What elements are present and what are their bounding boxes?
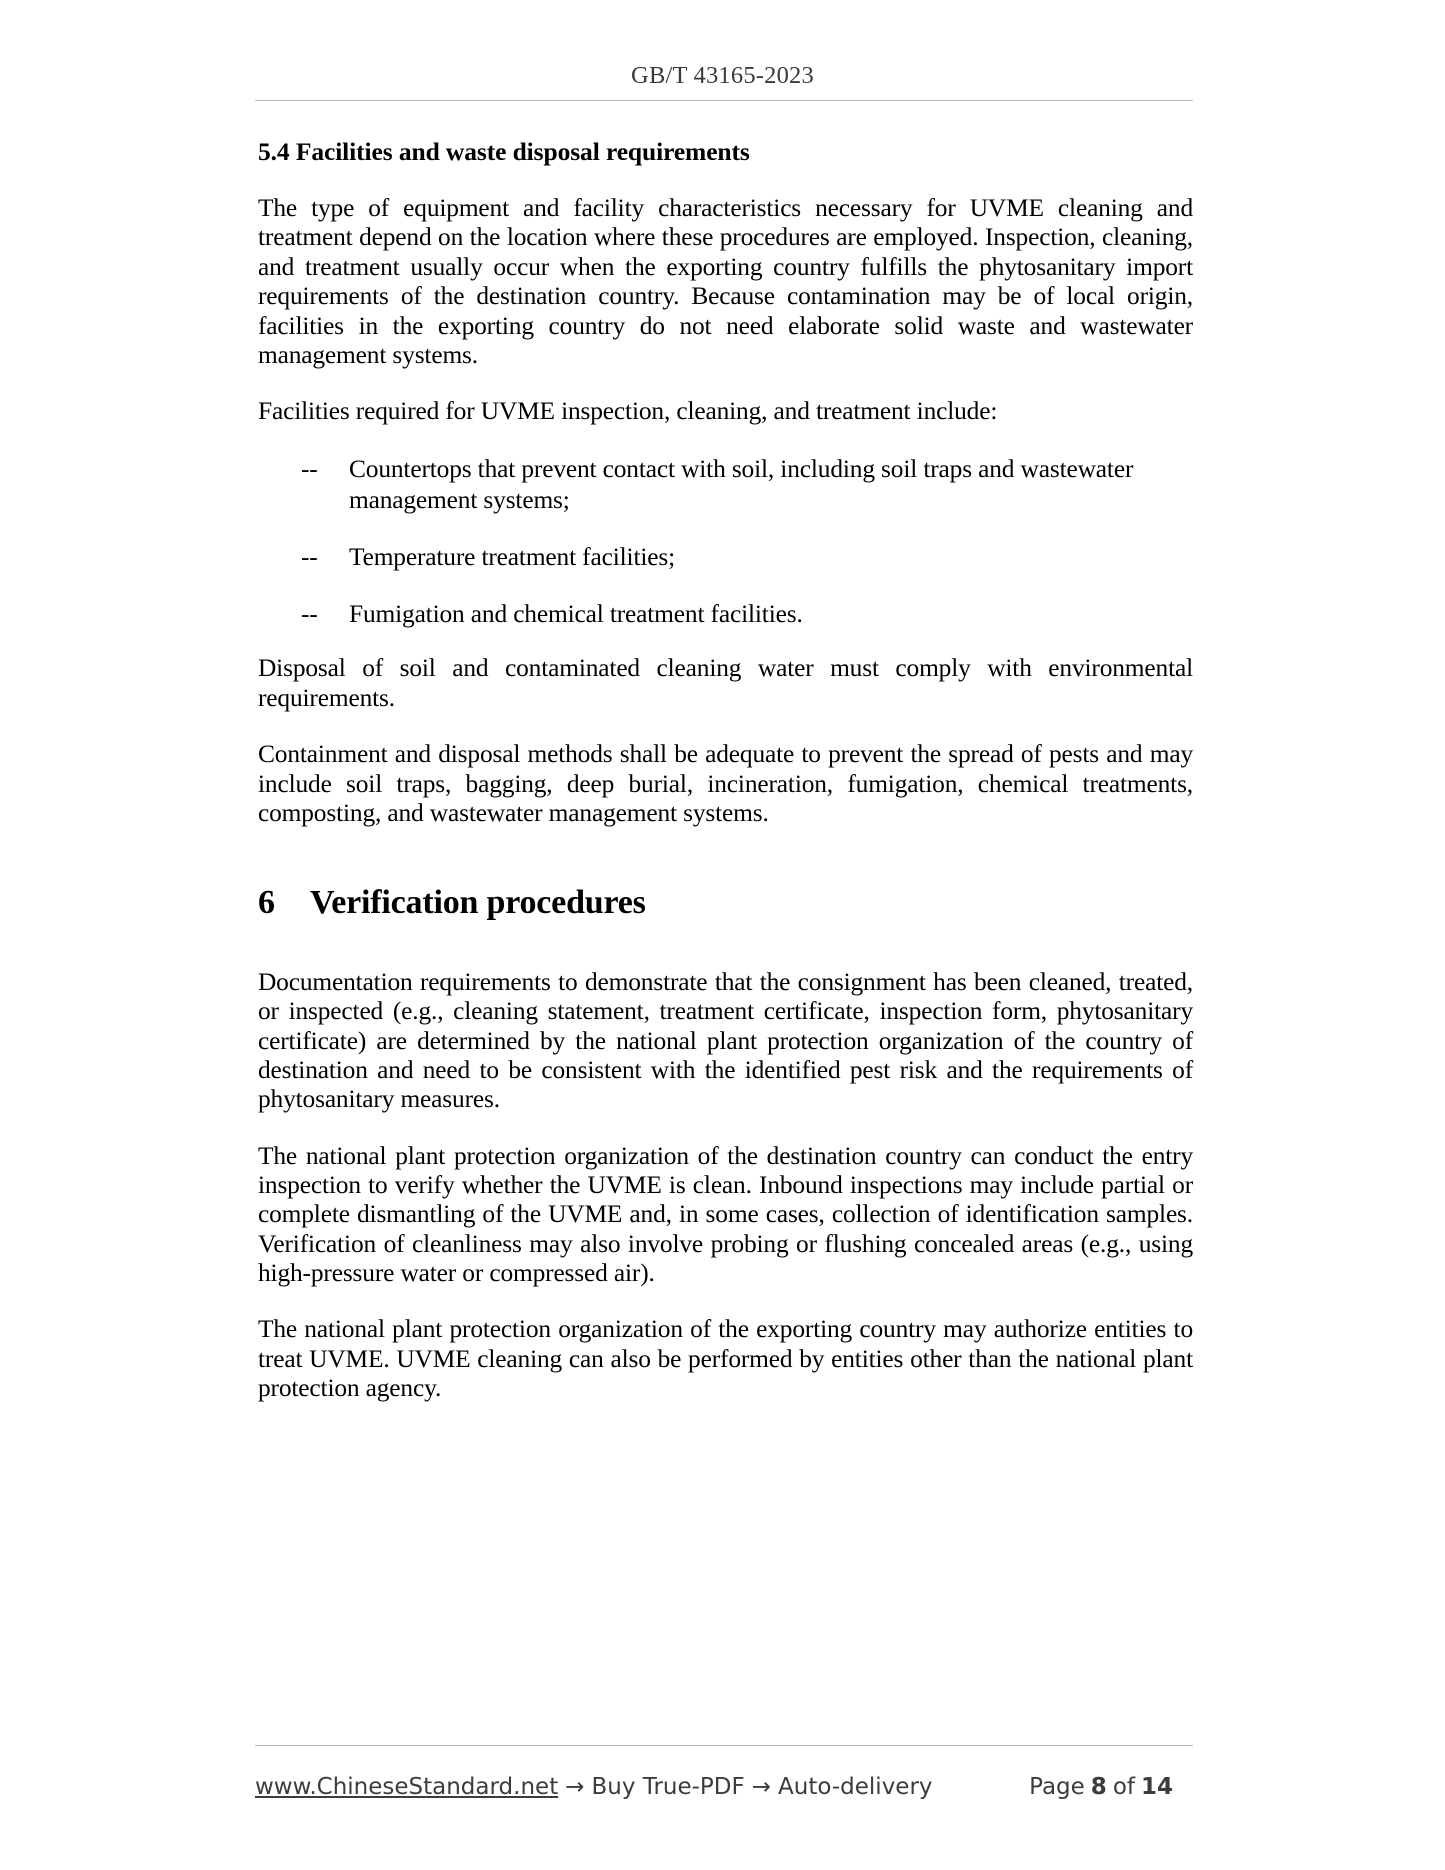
page-header [255,62,1190,90]
of-label: of [1112,1774,1135,1800]
arrow-right-icon: → [751,1774,772,1800]
page-label: Page [1029,1774,1085,1800]
section-5-4-paragraph-2: Facilities required for UVME inspection, cleaning, and treatment include: [258,397,998,426]
list-item [301,454,1146,516]
current-page-number: 8 [1090,1774,1107,1800]
list-item [301,599,1146,630]
list-item-text: Fumigation and chemical treatment facilities. [349,600,803,629]
dash-marker-icon: -- [301,454,318,483]
dash-marker-icon: -- [301,543,318,571]
facilities-list [258,454,1193,631]
section-5-4-paragraph-4: Containment and disposal methods shall be adequate to prevent the spread of pests and may include soil traps, bagging, deep burial, incineration, fumigation, chemical treatments, composting, and wastewater management systems. [258,740,1193,827]
footer-promo-buy: Buy True-PDF [591,1774,745,1800]
header-divider [255,100,1193,101]
section-5-4-heading: 5.4 Facilities and waste disposal requirements [258,137,750,166]
footer-promo-delivery: Auto-delivery [778,1774,933,1800]
website-link[interactable]: www.ChineseStandard.net [255,1774,559,1800]
footer-promo [255,1774,933,1800]
page-content [258,136,1193,1403]
list-item [301,542,1146,573]
section-6-title: Verification procedures [310,884,646,922]
footer-divider [255,1745,1193,1746]
section-6-heading [258,883,1193,924]
page-indicator [1029,1774,1193,1800]
standard-code: GB/T 43165-2023 [631,62,814,89]
section-6-paragraph-1: Documentation requirements to demonstrate that the consignment has been cleaned, treated, or inspected (e.g., cleaning statement, treatment certificate, inspection form, phytosanitary certificate) are determined by the national plant protection organization of the country of destination and need to be consistent with the identified pest risk and the requirements of phytosanitary measures. [258,967,1193,1114]
dash-marker-icon: -- [301,600,318,629]
total-page-count: 14 [1140,1774,1173,1800]
section-5-4-paragraph-3: Disposal of soil and contaminated cleaning water must comply with environmental requirements. [258,654,1193,712]
list-item-text: Countertops that prevent contact with soil, including soil traps and wastewater management systems; [349,454,1134,514]
section-6-paragraph-2: The national plant protection organization of the destination country can conduct the entry inspection to verify whether the UVME is clean. Inbound inspections may include partial or complete dismantling of the UVME and, in some cases, collection of identification samples. Verification of cleanliness may also involve probing or flushing concealed areas (e.g., using high-pressure water or compressed air). [258,1141,1193,1288]
page-footer [255,1764,1193,1810]
section-6-paragraph-3: The national plant protection organization of the exporting country may authorize entities to treat UVME. UVME cleaning can also be performed by entities other than the national plant protection agency. [258,1315,1193,1403]
list-item-text: Temperature treatment facilities; [349,543,676,571]
arrow-right-icon: → [565,1774,585,1800]
section-6-number: 6 [258,884,275,922]
section-5-4-paragraph-1: The type of equipment and facility characteristics necessary for UVME cleaning and treatment depend on the location where these procedures are employed. Inspection, cleaning, and treatment usually occur when the exporting country fulfills the phytosanitary import requirements of the destination country. Because contamination may be of local origin, facilities in the exporting country do not need elaborate solid waste and wastewater management systems. [258,194,1193,369]
